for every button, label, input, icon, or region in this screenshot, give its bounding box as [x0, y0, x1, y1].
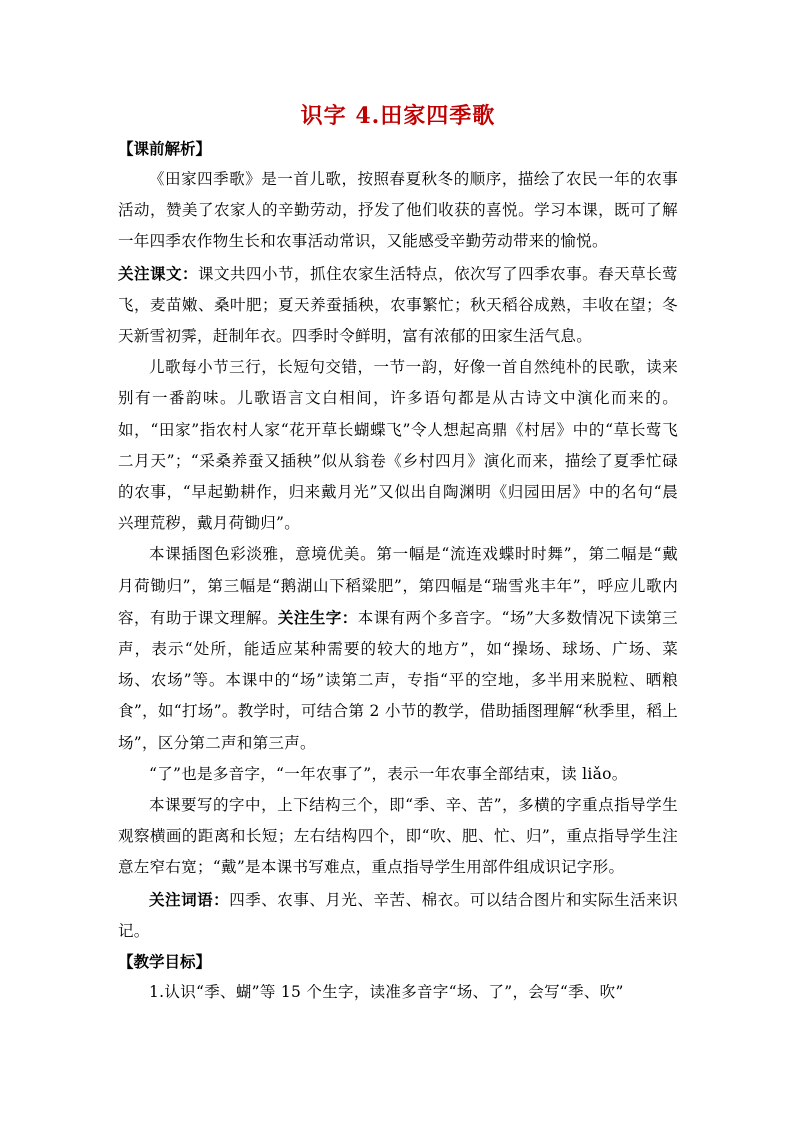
paragraph-illustration: [118, 539, 678, 758]
paragraph-goal-1: 1.认识“季、蝴”等 15 个生字，读准多音字“场、了”，会写“季、吹”: [149, 983, 624, 1002]
section-heading-analysis: 【课前解析】: [118, 139, 212, 158]
paragraph-writing: 本课要写的字中，上下结构三个，即“季、辛、苦”，多横的字重点指导学生观察横画的距离和长短；左右结构四个，即“吹、肥、忙、归”，重点指导学生注意左窄右宽；“戴”是本课书写难点，重点指导学生用部件组成识记字形。: [118, 796, 678, 877]
paragraph-text-focus-body: 课文共四小节，抓住农家生活特点，依次写了四季农事。春天草长莺飞，麦苗嫩、桑叶肥；夏天养蚕插秧，农事繁忙；秋天稻谷成熟，丰收在望；冬天新雪初霁，赶制年衣。四季时令鲜明，富有浓郁的田家生活气息。: [118, 264, 678, 346]
paragraph-text-focus: [118, 258, 678, 353]
paragraph-style: 儿歌每小节三行，长短句交错，一节一韵，好像一首自然纯朴的民歌，读来别有一番韵味。儿歌语言文白相间，许多语句都是从古诗文中演化而来的。如，“田家”指农村人家“花开草长蝴蝶飞”令人想起高鼎《村居》中的“草长莺飞二月天”；“采桑养蚕又插秧”似从翁卷《乡村四月》演化而来，描绘了夏季忙碌的农事，“早起勤耕作，归来戴月光”又似出自陶渊明《归园田居》中的名句“晨兴理荒秽，戴月荷锄归”。: [118, 358, 678, 533]
label-new-chars: 关注生字：: [277, 607, 358, 627]
paragraph-words: [118, 884, 678, 947]
label-text-focus: 关注课文：: [118, 263, 199, 283]
page-title: 识字 4.田家四季歌: [300, 103, 496, 129]
paragraph-intro: 《田家四季歌》是一首儿歌，按照春夏秋冬的顺序，描绘了农民一年的农事活动，赞美了农家人的辛勤劳动，抒发了他们收获的喜悦。学习本课，既可了解一年四季农作物生长和农事活动常识，又能感受辛勤劳动带来的愉悦。: [118, 170, 678, 251]
section-heading-goals: 【教学目标】: [118, 952, 212, 972]
document-page: [118, 98, 678, 1008]
paragraph-le: “了”也是多音字，“一年农事了”，表示一年农事全部结束，读 liǎo。: [149, 764, 628, 783]
label-words-focus: 关注词语：: [149, 889, 230, 909]
paragraph-new-chars-body: 本课有两个多音字。“场”大多数情况下读第三声，表示“处所，能适应某种需要的较大的地方”，如“操场、球场、广场、菜场、农场”等。本课中的“场”读第二声，专指“平的空地，多半用来脱粒、晒粮食”，如“打场”。教学时，可结合第 2 小节的教学，借助插图理解“秋季里，稻上场”，区分第二声和第三声。: [118, 608, 678, 752]
paragraph-words-body: 四季、农事、月光、辛苦、棉衣。可以结合图片和实际生活来识记。: [118, 890, 678, 940]
paragraph-illustration-body: 本课插图色彩淡雅，意境优美。第一幅是“流连戏蝶时时舞”，第二幅是“戴月荷锄归”，第三幅是“鹅湖山下稻粱肥”，第四幅是“瑞雪兆丰年”，呼应儿歌内容，有助于课文理解。: [118, 545, 678, 627]
